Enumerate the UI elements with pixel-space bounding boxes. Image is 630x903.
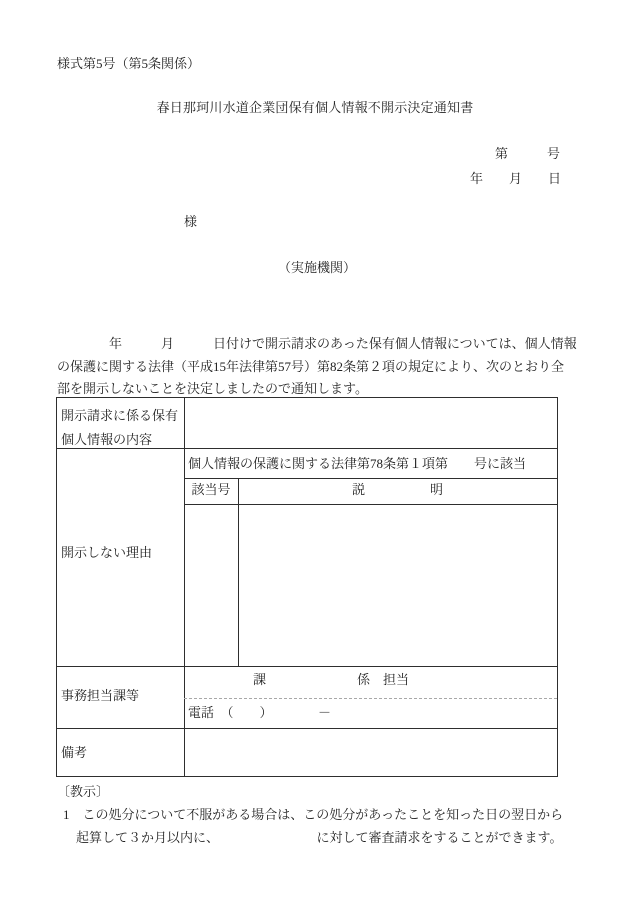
row4-label: 備考 [61,745,88,760]
notice-table [56,397,558,777]
table-column-divider [184,398,185,776]
subcolumn-header-explanation: 説 明 [351,482,443,497]
document-number-line: 第 号 [494,146,560,161]
body-paragraph [57,333,577,401]
table-row2-bottom-border [57,666,557,667]
subcolumn-header-number: 該当号 [191,482,231,497]
teaching-note-line: 1 この処分について不服がある場合は、この処分があったことを知った日の翌日から [63,807,564,822]
teaching-note-heading: 〔教示〕 [57,784,110,799]
row3-phone-line: 電話 （ ） － [188,705,332,720]
table-subheader-bottom-border [184,504,557,505]
row1-label: 開示請求に係る保有個人情報の内容 [61,408,179,447]
body-paragraph-line: 年 月 日付けで開示請求のあった保有個人情報については、個人情報 [57,336,577,351]
row3-section-line: 課 係 担当 [188,672,410,687]
document-title: 春日那珂川水道企業団保有個人情報不開示決定通知書 [156,100,474,115]
table-phone-divider [184,698,557,699]
addressee-line: 様 [184,214,198,229]
form-number-label: 様式第5号（第5条関係） [57,56,201,71]
body-paragraph-line: 部を開示しないことを決定しましたので通知します。 [57,381,368,397]
date-line: 年 月 日 [469,171,561,186]
issuer-label: （実施機関） [278,260,357,275]
table-lawline-bottom-border [184,478,557,479]
table-subcolumn-divider [238,478,239,666]
row2-law-line: 個人情報の保護に関する法律第78条第１項第 号に該当 [188,456,527,471]
table-row3-bottom-border [57,728,557,729]
teaching-note-line: 起算して３か月以内に、 に対して審査請求をすることができます。 [63,830,563,845]
body-paragraph-line: の保護に関する法律（平成15年法律第57号）第82条第２項の規定により、次のとおり全 [57,358,565,374]
row2-label: 開示しない理由 [61,545,153,560]
row3-label: 事務担当課等 [61,688,140,703]
